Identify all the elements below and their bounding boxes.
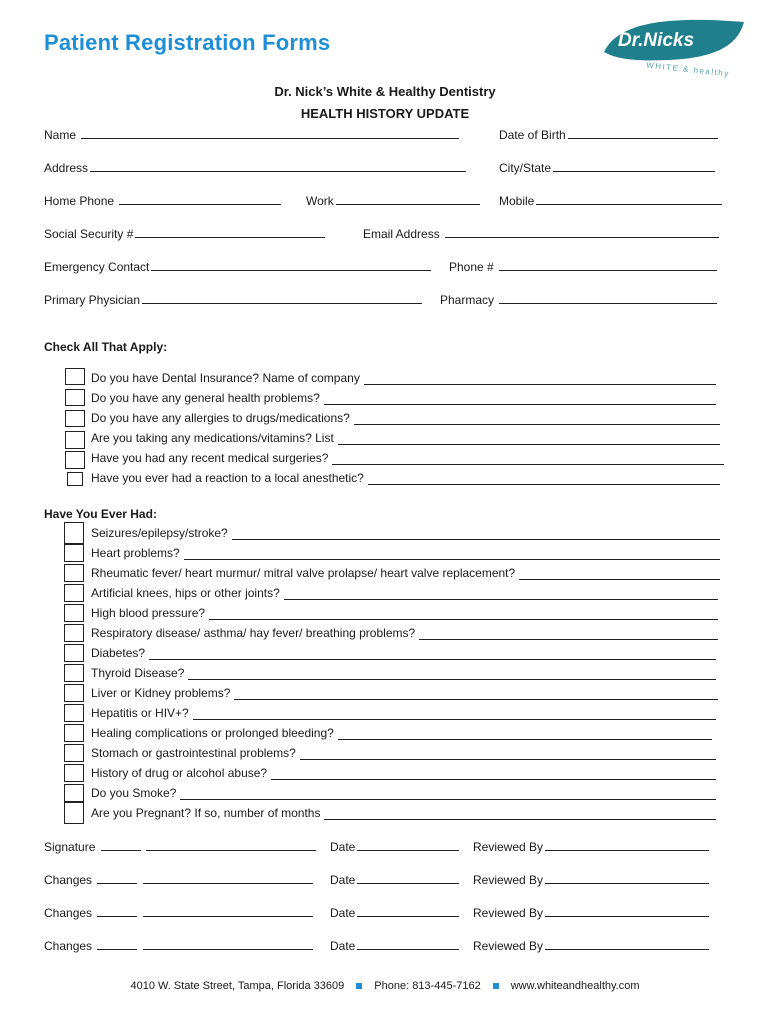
checkbox[interactable] [64, 564, 84, 582]
history-item[interactable] [91, 646, 145, 660]
date-field[interactable]: Date [330, 938, 459, 953]
history-label: Seizures/epilepsy/stroke? [91, 526, 228, 540]
checkbox[interactable] [64, 744, 84, 762]
checkbox[interactable] [64, 644, 84, 662]
history-label: Hepatitis or HIV+? [91, 706, 189, 720]
name-field[interactable]: Name [44, 127, 459, 142]
practice-name: Dr. Nick’s White & Healthy Dentistry [274, 84, 496, 99]
history-item[interactable] [91, 706, 189, 720]
question-label: Have you ever had a reaction to a local anesthetic? [91, 471, 364, 485]
changes-field[interactable]: Changes [44, 905, 313, 920]
checkbox[interactable] [65, 451, 85, 469]
checkbox[interactable] [64, 724, 84, 742]
answer-line[interactable] [324, 819, 716, 820]
history-label: Respiratory disease/ asthma/ hay fever/ breathing problems? [91, 626, 416, 640]
history-label: Stomach or gastrointestinal problems? [91, 746, 296, 760]
email-field[interactable]: Email Address [363, 226, 719, 241]
question-label: Do you have Dental Insurance? Name of company [91, 371, 360, 385]
question-item[interactable] [91, 471, 364, 485]
dr-nicks-logo [598, 14, 748, 78]
form-title: HEALTH HISTORY UPDATE [300, 106, 470, 121]
bullet-icon [493, 983, 499, 989]
dob-field[interactable]: Date of Birth [499, 127, 718, 142]
question-label: Have you had any recent medical surgeries? [91, 451, 329, 465]
checkbox[interactable] [64, 584, 84, 602]
answer-line[interactable] [300, 759, 716, 760]
question-item[interactable] [91, 431, 334, 445]
emergency-contact-field[interactable]: Emergency Contact [44, 259, 431, 274]
answer-line[interactable] [324, 404, 716, 405]
date-field[interactable]: Date [330, 839, 459, 854]
checkbox[interactable] [64, 764, 84, 782]
history-item[interactable] [91, 666, 184, 680]
history-label: History of drug or alcohol abuse? [91, 766, 268, 780]
page-title: Patient Registration Forms [44, 30, 331, 55]
checkbox[interactable] [64, 624, 84, 642]
answer-line[interactable] [519, 579, 720, 580]
answer-line[interactable] [180, 799, 716, 800]
checkbox[interactable] [64, 784, 84, 802]
footer [0, 980, 770, 992]
date-field[interactable]: Date [330, 872, 459, 887]
bullet-icon [356, 983, 362, 989]
footer-address: 4010 W. State Street, Tampa, Florida 33609 [130, 980, 345, 992]
have-you-had-heading: Have You Ever Had: [44, 507, 157, 521]
work-phone-field[interactable]: Work [306, 193, 480, 208]
answer-line[interactable] [338, 444, 720, 445]
history-item[interactable] [91, 526, 228, 540]
answer-line[interactable] [284, 599, 718, 600]
checkbox[interactable] [64, 522, 84, 544]
history-label: Diabetes? [91, 646, 146, 660]
checkbox[interactable] [64, 684, 84, 702]
footer-phone: Phone: 813-445-7162 [374, 980, 481, 992]
checkbox[interactable] [67, 472, 83, 486]
answer-line[interactable] [209, 619, 718, 620]
svg-text:Dr.Nicks: Dr.Nicks [618, 30, 695, 51]
history-label: Thyroid Disease? [91, 666, 185, 680]
history-item[interactable] [91, 626, 415, 640]
checkbox[interactable] [64, 544, 84, 562]
answer-line[interactable] [232, 539, 720, 540]
reviewed-by-field[interactable]: Reviewed By [473, 905, 709, 920]
answer-line[interactable] [364, 384, 716, 385]
footer-website[interactable]: www.whiteandhealthy.com [510, 980, 640, 992]
reviewed-by-field[interactable]: Reviewed By [473, 938, 709, 953]
pharmacy-field[interactable]: Pharmacy [440, 292, 717, 307]
history-label: Heart problems? [91, 546, 180, 560]
answer-line[interactable] [332, 464, 724, 465]
date-field[interactable]: Date [330, 905, 459, 920]
answer-line[interactable] [149, 659, 716, 660]
history-label: Are you Pregnant? If so, number of months [91, 806, 321, 820]
history-item[interactable] [91, 566, 515, 580]
history-item[interactable] [91, 606, 205, 620]
question-item[interactable] [91, 371, 360, 385]
history-item[interactable] [91, 766, 267, 780]
history-item[interactable] [91, 746, 296, 760]
checkbox[interactable] [64, 604, 84, 622]
checkbox[interactable] [64, 704, 84, 722]
history-item[interactable] [91, 686, 230, 700]
checkbox[interactable] [65, 389, 85, 406]
history-label: Rheumatic fever/ heart murmur/ mitral valve prolapse/ heart valve replacement? [91, 566, 516, 580]
mobile-field[interactable]: Mobile [499, 193, 722, 208]
checkbox[interactable] [65, 410, 85, 427]
primary-physician-field[interactable]: Primary Physician [44, 292, 422, 307]
history-label: Liver or Kidney problems? [91, 686, 231, 700]
question-label: Are you taking any medications/vitamins? List [91, 431, 334, 445]
answer-line[interactable] [338, 739, 712, 740]
address-field[interactable]: Address [44, 160, 466, 175]
history-item[interactable] [91, 786, 176, 800]
answer-line[interactable] [184, 559, 720, 560]
question-item[interactable] [91, 451, 328, 465]
question-item[interactable] [91, 411, 350, 425]
answer-line[interactable] [188, 679, 716, 680]
answer-line[interactable] [271, 779, 716, 780]
checkbox[interactable] [65, 431, 85, 449]
changes-field[interactable]: Changes [44, 938, 313, 953]
answer-line[interactable] [354, 424, 720, 425]
question-label: Do you have any general health problems? [91, 391, 320, 405]
question-label: Do you have any allergies to drugs/medications? [91, 411, 350, 425]
signature-field[interactable]: Signature [44, 839, 316, 854]
history-label: Healing complications or prolonged bleeding? [91, 726, 334, 740]
checkbox[interactable] [64, 802, 84, 824]
history-item[interactable] [91, 546, 180, 560]
question-item[interactable] [91, 391, 320, 405]
history-label: Artificial knees, hips or other joints? [91, 586, 280, 600]
home-phone-field[interactable]: Home Phone [44, 193, 281, 208]
answer-line[interactable] [234, 699, 718, 700]
checkbox[interactable] [64, 664, 84, 682]
emergency-phone-field[interactable]: Phone # [449, 259, 717, 274]
history-label: High blood pressure? [91, 606, 206, 620]
answer-line[interactable] [368, 484, 720, 485]
answer-line[interactable] [193, 719, 716, 720]
check-all-heading: Check All That Apply: [44, 340, 168, 354]
history-item[interactable] [91, 806, 320, 820]
history-item[interactable] [91, 726, 334, 740]
history-label: Do you Smoke? [91, 786, 177, 800]
city-state-field[interactable]: City/State [499, 160, 715, 175]
reviewed-by-field[interactable]: Reviewed By [473, 839, 709, 854]
checkbox[interactable] [65, 368, 85, 385]
reviewed-by-field[interactable]: Reviewed By [473, 872, 709, 887]
history-item[interactable] [91, 586, 280, 600]
changes-field[interactable]: Changes [44, 872, 313, 887]
answer-line[interactable] [419, 639, 718, 640]
ssn-field[interactable]: Social Security # [44, 226, 325, 241]
svg-text:WHITE & healthy: WHITE & healthy [645, 60, 731, 78]
